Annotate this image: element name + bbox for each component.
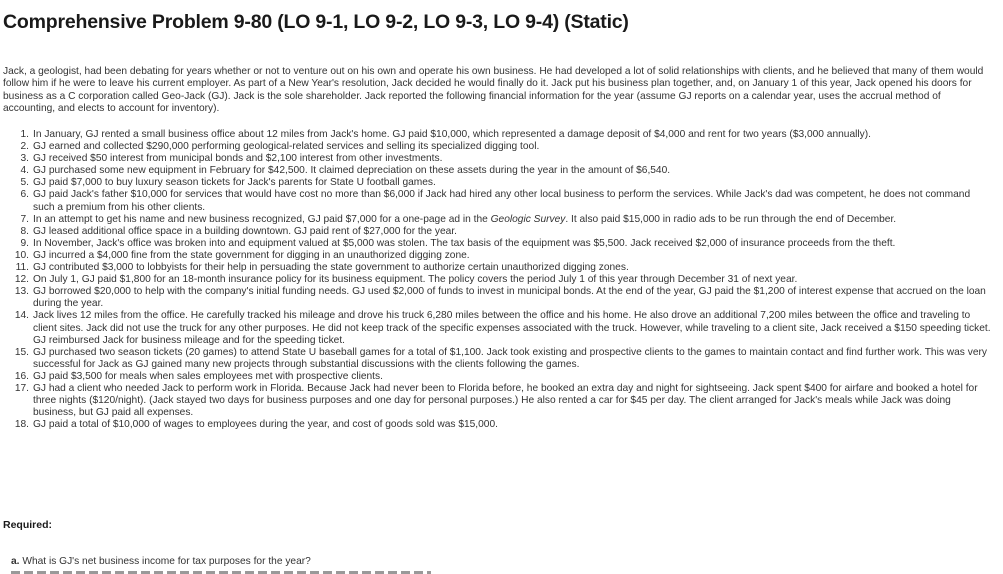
question-a bbox=[11, 556, 311, 567]
list-item: 6. GJ paid Jack's father $10,000 for services that would have cost no more than $6,000 if Jack had hired any other local business to perform the services. While Jack's dad was competent, he does not command such a premium from his other clients. bbox=[20, 189, 971, 213]
list-item: 13. GJ borrowed $20,000 to help with the company's initial funding needs. GJ used $2,000 of funds to invest in municipal bonds. At the end of the year, GJ paid the $1,200 of interest expense that accrued on the loan during the year. bbox=[14, 286, 986, 310]
financial-items-list bbox=[3, 129, 993, 431]
list-item: 5. GJ paid $7,000 to buy luxury season tickets for Jack's parents for State U football games. bbox=[20, 177, 436, 189]
list-item: 4. GJ purchased some new equipment in February for $42,500. It claimed depreciation on these assets during the year in the amount of $6,540. bbox=[20, 165, 671, 177]
list-item: 10. GJ incurred a $4,000 fine from the state government for digging in an unauthorized digging zone. bbox=[14, 249, 470, 261]
list-item: 12. On July 1, GJ paid $1,800 for an 18-month insurance policy for its business equipment. The policy covers the period July 1 of this year through December 31 of next year. bbox=[14, 274, 798, 286]
list-item: 14. Jack lives 12 miles from the office. He carefully tracked his mileage and drove his truck 6,280 miles between the office and his home. He also drove an additional 7,200 miles between the office and traveling to client sites. Jack did not use the truck for any other purposes. He did not keep track of the specific expenses associated with the truck. However, while traveling to a client site, Jack received a $150 speeding ticket. GJ reimbursed Jack for business mileage and for the speeding ticket. bbox=[14, 310, 991, 346]
list-item: 18. GJ paid a total of $10,000 of wages to employees during the year, and cost of goods sold was $15,000. bbox=[14, 419, 498, 431]
list-item: 3. GJ received $50 interest from municipal bonds and $2,100 interest from other investments. bbox=[20, 153, 443, 165]
list-item: 1. In January, GJ rented a small business office about 12 miles from Jack's home. GJ paid $10,000, which represented a damage deposit of $4,000 and rent for two years ($3,000 annually). bbox=[20, 129, 871, 140]
question-text: What is GJ's net business income for tax purposes for the year? bbox=[22, 556, 311, 567]
list-item: 11. GJ contributed $3,000 to lobbyists for their help in persuading the state government to authorize certain unauthorized digging zones. bbox=[15, 262, 629, 274]
list-item: 7. In an attempt to get his name and new business recognized, GJ paid $7,000 for a one-page ad in the Geologic Survey. It also paid $15,000 in radio ads to be run through the end of December. bbox=[20, 213, 897, 225]
question-letter: a. bbox=[11, 556, 20, 567]
list-item: 8. GJ leased additional office space in a building downtown. GJ paid rent of $27,000 for the year. bbox=[20, 225, 457, 237]
page-title: Comprehensive Problem 9-80 (LO 9-1, LO 9-2, LO 9-3, LO 9-4) (Static) bbox=[3, 11, 629, 33]
list-item: 2. GJ earned and collected $290,000 performing geological-related services and selling its specialized digging tool. bbox=[20, 141, 540, 153]
list-item: 17. GJ had a client who needed Jack to perform work in Florida. Because Jack had never been to Florida before, he booked an extra day and night for sightseeing. Jack spent $400 for airfare and booked a hotel for three nights ($120/night). (Jack stayed two days for business purposes and one day for personal purposes.) He also rented a car for $45 per day. The client arranged for Jack's meals while Jack was doing business, but GJ paid all expenses. bbox=[14, 382, 978, 419]
list-item: 15. GJ purchased two season tickets (20 games) to attend State U baseball games for a total of $1,100. Jack took existing and prospective clients to the games to maintain contact and find further work. This was very successful for Jack as GJ gained many new projects through substantial discussions with the clients following the games. bbox=[14, 346, 987, 370]
intro-paragraph: Jack, a geologist, had been debating for years whether or not to venture out on his own and operate his own business. He had developed a lot of solid relationships with clients, and he believed that many of them would follow him if he were to leave his current employer. As part of a New Year's resolution, Jack decided he would finally do it. Jack put his business plan together, and, on January 1 of this year, Jack opened his doors for business as a C corporation called Geo-Jack (GJ). Jack is the sole shareholder. Jack reported the following financial information for the year (assume GJ reports on a calendar year, uses the accrual method of accounting, and elects to account for inventory). bbox=[3, 66, 984, 115]
list-item: 16. GJ paid $3,500 for meals when sales employees met with prospective clients. bbox=[14, 370, 383, 382]
required-heading: Required: bbox=[3, 519, 53, 531]
list-item: 9. In November, Jack's office was broken into and equipment valued at $5,000 was stolen. The tax basis of the equipment was $5,500. Jack received $2,000 of insurance proceeds from the theft. bbox=[20, 237, 896, 249]
